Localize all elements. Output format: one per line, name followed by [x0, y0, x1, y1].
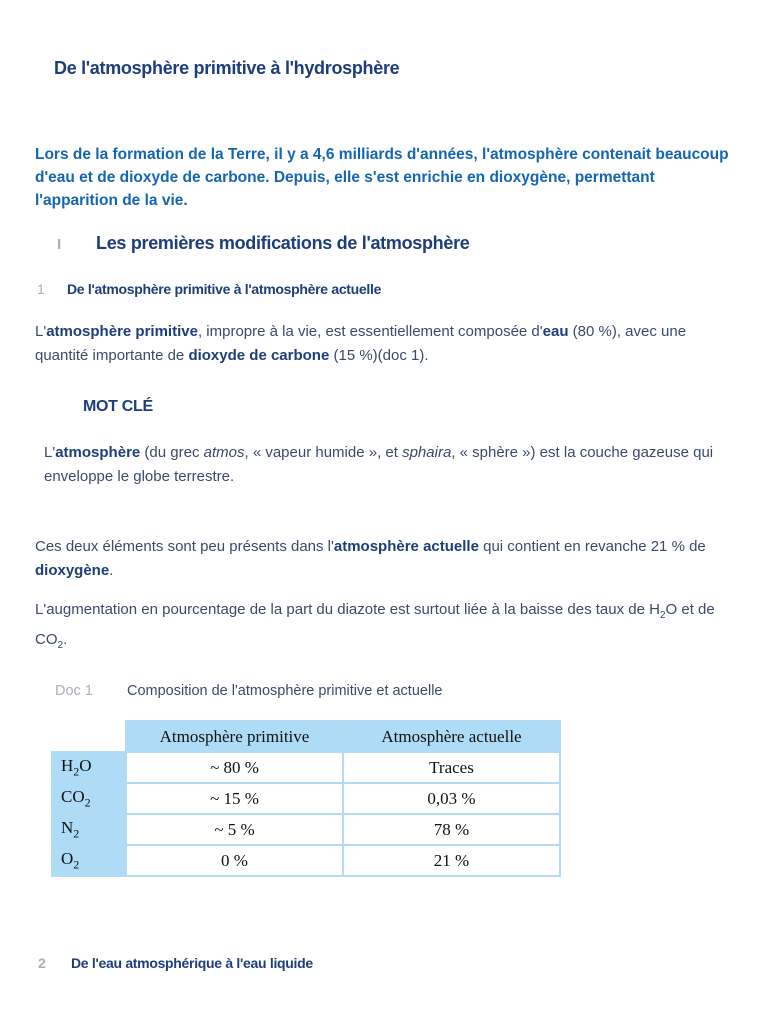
term-eau: eau — [542, 323, 569, 340]
cell-actuelle: 0,03 % — [343, 783, 560, 814]
cell-actuelle: 21 % — [343, 845, 560, 876]
section-number: I — [57, 236, 62, 253]
page-title: De l'atmosphère primitive à l'hydrosphère — [54, 58, 400, 78]
composition-table — [51, 720, 561, 877]
cell-primitive: ~ 5 % — [126, 814, 343, 845]
table-row — [52, 814, 560, 845]
table-row — [52, 783, 560, 814]
subsection-number: 1 — [37, 281, 45, 297]
cell-actuelle: Traces — [343, 752, 560, 783]
row-label-h2o: $H_2O$ — [52, 752, 126, 783]
term-atmosphere-actuelle: atmosphère actuelle — [333, 538, 479, 555]
table-corner-cell — [52, 721, 126, 752]
row-label-co2: $CO_2$ — [52, 783, 126, 814]
next-subsection-number: 2 — [38, 955, 46, 971]
table-header-row — [52, 721, 560, 752]
intro-paragraph: Lors de la formation de la Terre, il y a 4,6 milliards d'années, l'atmosphère contenait beaucoup d'eau et de dioxyde de carbone. Depuis, elle s'est enrichie en dioxygène, permettant l'apparition de la vie. — [35, 146, 729, 209]
cell-primitive: ~ 80 % — [126, 752, 343, 783]
paragraph-current-atmosphere: Ces deux éléments sont peu présents dans l'atmosphère actuelle qui contient en revanche 21 % de dioxygène. — [35, 538, 706, 579]
table-row — [52, 845, 560, 876]
doc-label: Doc 1 — [55, 683, 93, 699]
paragraph-diazote: L'augmentation en pourcentage de la part du diazote est surtout liée à la baisse des taux de $H_2O$ et de $CO_2$. — [35, 601, 715, 651]
doc-caption: Composition de l'atmosphère primitive et actuelle — [127, 683, 443, 699]
subsection-title: De l'atmosphère primitive à l'atmosphère actuelle — [67, 281, 382, 297]
cell-primitive: ~ 15 % — [126, 783, 343, 814]
term-atmosphere-primitive: atmosphère primitive — [46, 323, 198, 340]
cell-actuelle: 78 % — [343, 814, 560, 845]
table-header-actuelle: Atmosphère actuelle — [343, 721, 560, 752]
term-dioxyde-de-carbone: dioxyde de carbone — [188, 347, 330, 364]
keyword-definition: L'atmosphère (du grec atmos, « vapeur humide », et sphaira, « sphère ») est la couche gazeuse qui enveloppe le globe terrestre. — [44, 444, 714, 485]
section-title: Les premières modifications de l'atmosphère — [96, 233, 470, 253]
next-subsection-title: De l'eau atmosphérique à l'eau liquide — [71, 955, 313, 971]
table-row — [52, 752, 560, 783]
table-header-primitive: Atmosphère primitive — [126, 721, 343, 752]
row-label-n2: $N_2$ — [52, 814, 126, 845]
keyword-label: MOT CLÉ — [83, 398, 153, 415]
row-label-o2: $O_2$ — [52, 845, 126, 876]
term-dioxygene: dioxygène — [35, 562, 110, 579]
cell-primitive: 0 % — [126, 845, 343, 876]
paragraph-primitive-atmosphere: L'atmosphère primitive, impropre à la vie, est essentiellement composée d'eau (80 %), avec une quantité importante de dioxyde de carbone (15 %)(doc 1). — [35, 323, 687, 364]
term-atmosphere: atmosphère — [55, 444, 141, 461]
